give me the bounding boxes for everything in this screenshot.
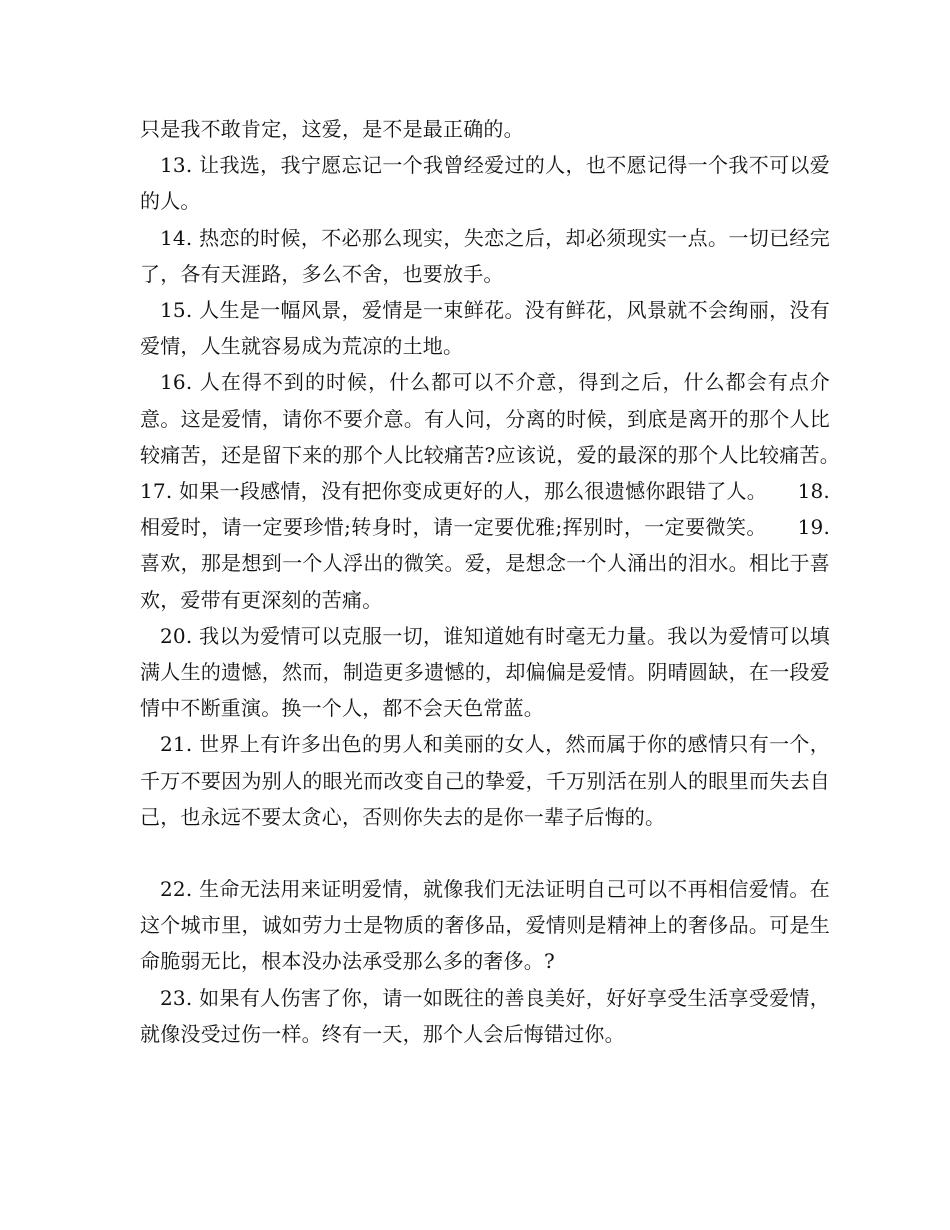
paragraph-continuation: 只是我不敢肯定，这爱，是不是最正确的。 [140,117,524,141]
document-body [140,111,871,1052]
paragraph-14: 14. 热恋的时候，不必那么现实，失恋之后，却必须现实一点。一切已经完了，各有天涯路，多么不舍，也要放手。 [140,225,830,286]
paragraph-16-19: 16. 人在得不到的时候，什么都可以不介意，得到之后，什么都会有点介意。这是爱情，请你不要介意。有人问，分离的时候，到底是离开的那个人比较痛苦，还是留下来的那个人比较痛苦?应该说，爱的最深的那个人比较痛苦。 17. 如果一段感情，没有把你变成更好的人，那么很遗憾你跟错了人。 18. 相爱时，请一定要珍惜;转身时，请一定要优雅;挥别时，一定要微笑。 19. 喜欢，那是想到一个人浮出的微笑。爱，是想念一个人涌出的泪水。相比于喜欢，爱带有更深刻的苦痛。 [140,370,871,612]
paragraph-13: 13. 让我选，我宁愿忘记一个我曾经爱过的人，也不愿记得一个我不可以爱的人。 [140,153,830,214]
paragraph-15: 15. 人生是一幅风景，爱情是一束鲜花。没有鲜花，风景就不会绚丽，没有爱情，人生就容易成为荒凉的土地。 [140,298,830,359]
paragraph-23: 23. 如果有人伤害了你，请一如既往的善良美好，好好享受生活享受爱情，就像没受过伤一样。终有一天，那个人会后悔错过你。 [140,985,830,1046]
paragraph-22: 22. 生命无法用来证明爱情，就像我们无法证明自己可以不再相信爱情。在这个城市里，诚如劳力士是物质的奢侈品，爱情则是精神上的奢侈品。可是生命脆弱无比，根本没办法承受那么多的奢侈。? [140,877,830,974]
paragraph-20: 20. 我以为爱情可以克服一切，谁知道她有时毫无力量。我以为爱情可以填满人生的遗憾，然而，制造更多遗憾的，却偏偏是爱情。阴晴圆缺，在一段爱情中不断重演。换一个人，都不会天色常蓝。 [140,623,830,721]
paragraph-21: 21. 世界上有许多出色的男人和美丽的女人，然而属于你的感情只有一个，千万不要因为别人的眼光而改变自己的挚爱，千万别活在别人的眼里而失去自己，也永远不要太贪心，否则你失去的是你一辈子后悔的。 [140,732,830,829]
